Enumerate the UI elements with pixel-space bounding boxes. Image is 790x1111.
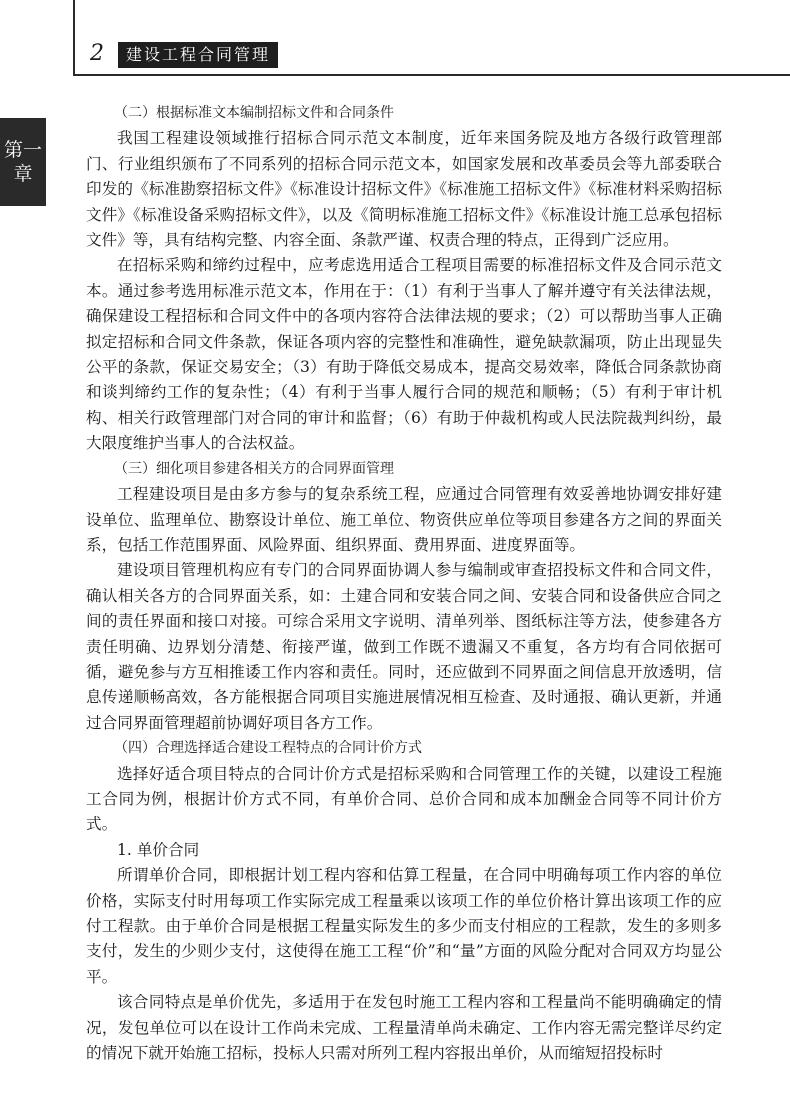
- chapter-tab-line1: 第一: [3, 139, 42, 161]
- chapter-tab: [0, 118, 46, 206]
- paragraph: 选择好适合项目特点的合同计价方式是招标采购和合同管理工作的关键，以建设工程施工合同为例，根据计价方式不同，有单价合同、总价合同和成本加酬金合同等不同计价方式。: [86, 764, 722, 834]
- subheading-unit-price-contract: 1. 单价合同: [117, 840, 200, 859]
- paragraph: 我国工程建设领域推行招标合同示范文本制度，近年来国务院及地方各级行政管理部门、行业组织颁布了不同系列的招标合同示范文本，如国家发展和改革委员会等九部委联合印发的《标准勘察招标文件》《标准设计招标文件》《标准施工招标文件》《标准材料采购招标文件》《标准设备采购招标文件》，以及《简明标准施工招标文件》《标准设计施工总承包招标文件》等，具有结构完整、内容全面、条款严谨、权责合理的特点，正得到广泛应用。: [86, 129, 722, 250]
- section-heading-4: （四）合理选择适合建设工程特点的合同计价方式: [114, 740, 422, 757]
- page-number: 2: [90, 41, 104, 66]
- paragraph: 所谓单价合同，即根据计划工程内容和估算工程量，在合同中明确每项工作内容的单位价格，实际支付时用每项工作实际完成工程量乘以该项工作的单位价格计算出该项工作的应付工程款。由于单价合同是根据工程量实际发生的多少而支付相应的工程款，发生的多则多支付，发生的少则少支付，这使得在施工工程“价”和“量”方面的风险分配对合同双方均显公平。: [86, 866, 722, 986]
- header-horizontal-rule: [73, 74, 790, 76]
- body-text: [86, 101, 722, 1066]
- paragraph: 在招标采购和缔约过程中，应考虑选用适合工程项目需要的标准招标文件及合同示范文本。通过参考选用标准示范文本，作用在于：（1）有利于当事人了解并遵守有关法律法规，确保建设工程招标和合同文件中的各项内容符合法律法规的要求；（2）可以帮助当事人正确拟定招标和合同文件条款，保证各项内容的完整性和准确性，避免缺款漏项，防止出现显失公平的条款，保证交易安全；（3）有助于降低交易成本，提高交易效率，降低合同条款协商和谈判缔约工作的复杂性；（4）有利于当事人履行合同的规范和顺畅；（5）有利于审计机构、相关行政管理部门对合同的审计和监督；（6）有助于仲裁机构或人民法院裁判纠纷，最大限度维护当事人的合法权益。: [86, 256, 722, 453]
- chapter-tab-line2: 章: [13, 163, 33, 185]
- section-heading-3: （三）细化项目参建各相关方的合同界面管理: [114, 460, 394, 477]
- section-heading-2: （二）根据标准文本编制招标文件和合同条件: [114, 105, 394, 121]
- paragraph: 工程建设项目是由多方参与的复杂系统工程，应通过合同管理有效妥善地协调安排好建设单位、监理单位、勘察设计单位、施工单位、物资供应单位等项目参建各方之间的界面关系，包括工作范围界面、风险界面、组织界面、费用界面、进度界面等。: [86, 485, 722, 554]
- paragraph: 该合同特点是单价优先，多适用于在发包时施工工程内容和工程量尚不能明确确定的情况，发包单位可以在设计工作尚未完成、工程量清单尚未确定、工作内容无需完整详尽约定的情况下就开始施工招标，投标人只需对所列工程内容报出单价，从而缩短招投标时: [86, 993, 722, 1063]
- paragraph: 建设项目管理机构应有专门的合同界面协调人参与编制或审查招投标文件和合同文件，确认相关各方的合同界面关系，如：土建合同和安装合同之间、安装合同和设备供应合同之间的责任界面和接口对接。可综合采用文字说明、清单列举、图纸标注等方法，使参建各方责任明确、边界划分清楚、衔接严谨，做到工作既不遗漏又不重复，各方均有合同依据可循，避免参与方互相推诿工作内容和责任。同时，还应做到不同界面之间信息开放透明，信息传递顺畅高效，各方能根据合同项目实施进展情况相互检查、及时通报、确认更新，并通过合同界面管理超前协调好项目各方工作。: [86, 561, 722, 732]
- running-title: 建设工程合同管理: [118, 42, 278, 68]
- header-vertical-rule: [73, 0, 75, 76]
